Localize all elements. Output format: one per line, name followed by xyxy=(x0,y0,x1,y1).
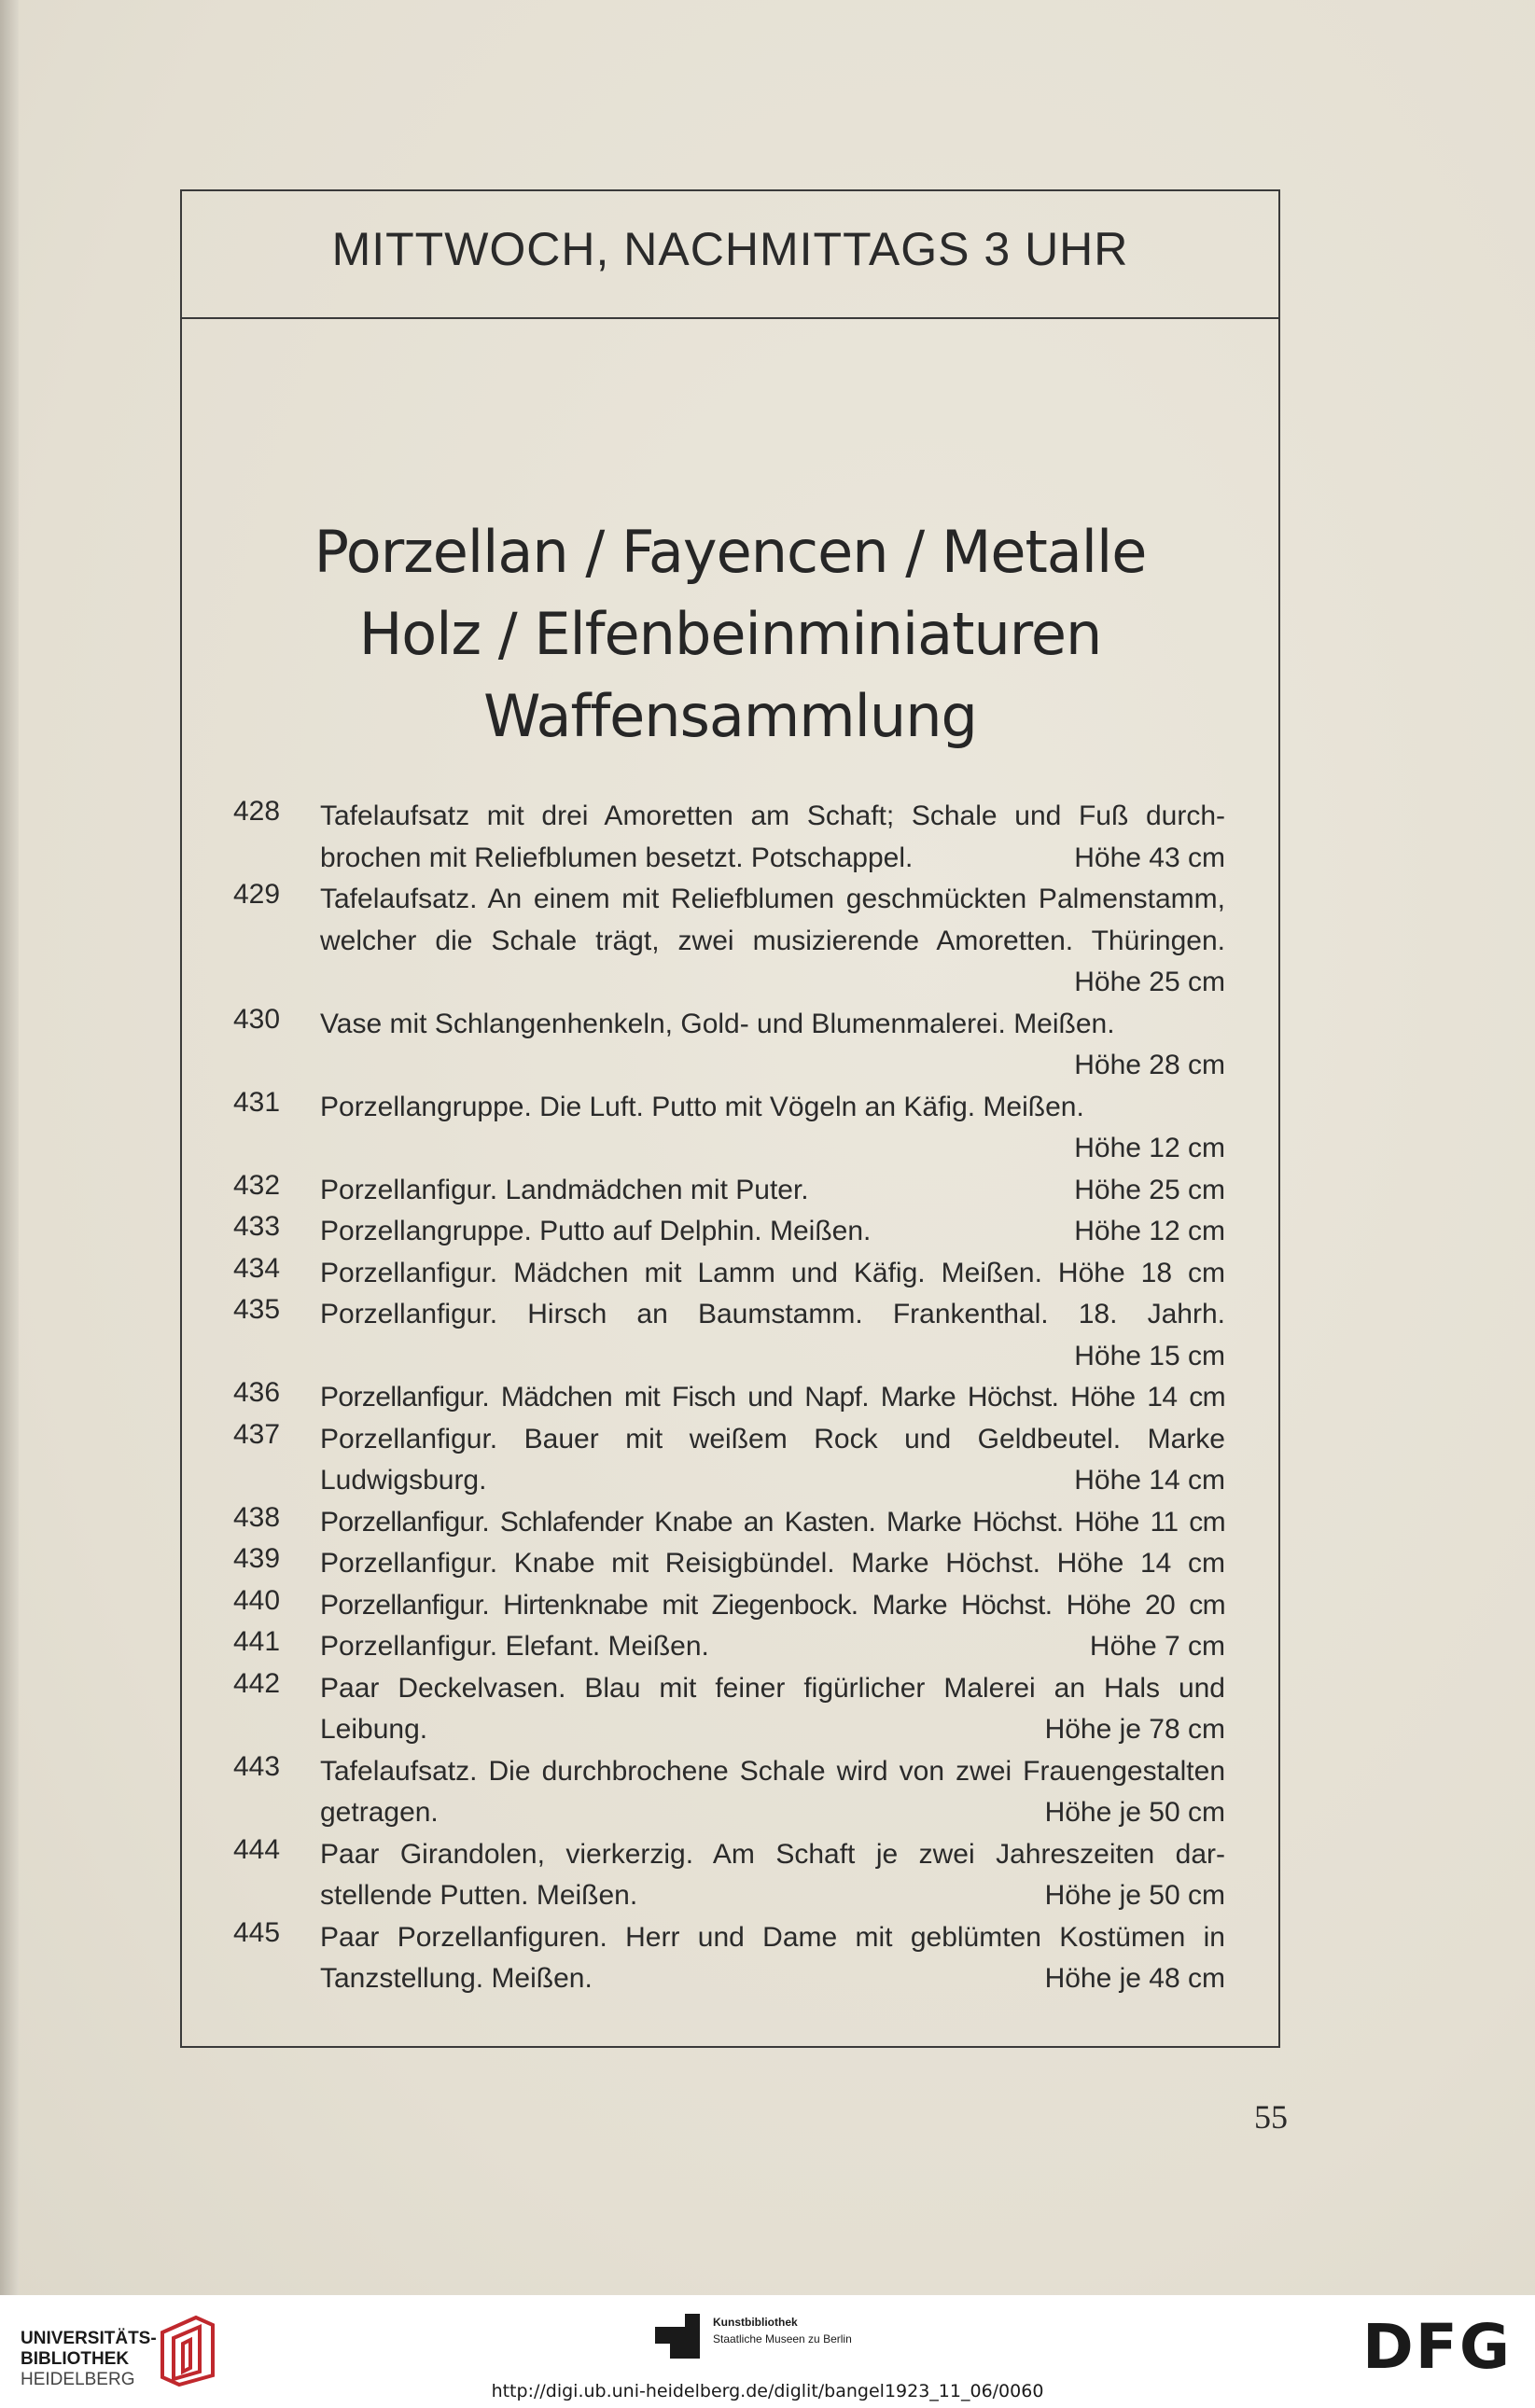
library-name-line-2: BIBLIOTHEK xyxy=(21,2349,130,2369)
catalog-item xyxy=(233,1751,1225,1834)
item-height: Höhe je 50 cm xyxy=(1044,1880,1225,1911)
catalog-item xyxy=(233,1834,1225,1917)
kunstbibliothek-logo-icon xyxy=(653,2312,702,2360)
item-number: 437 xyxy=(233,1418,281,1450)
item-description: Porzellanfigur. Hirtenknabe mit Ziegenbock. Marke Höchst. Höhe 20 cm xyxy=(320,1589,1225,1621)
item-description: Tafelaufsatz mit drei Amoretten am Schaft; Schale und Fuß durch- xyxy=(320,800,1225,831)
catalog-item xyxy=(233,1585,1225,1627)
day-heading: MITTWOCH, NACHMITTAGS 3 UHR xyxy=(331,223,1129,275)
library-name-line-3: HEIDELBERG xyxy=(21,2370,135,2389)
library-name-line-1: UNIVERSITÄTS- xyxy=(21,2329,157,2348)
section-title-line-1: Porzellan / Fayencen / Metalle xyxy=(314,518,1147,586)
item-number: 435 xyxy=(233,1294,281,1325)
item-line xyxy=(320,1460,1225,1502)
item-description: Paar Deckelvasen. Blau mit feiner figürlicher Malerei an Hals und xyxy=(320,1672,1225,1704)
catalog-item xyxy=(233,1917,1225,2000)
item-number: 445 xyxy=(233,1916,281,1948)
item-line xyxy=(320,1875,1225,1917)
catalog-item xyxy=(233,1377,1225,1419)
item-height: Höhe je 50 cm xyxy=(1044,1797,1225,1828)
partner-name-line-2: Staatliche Museen zu Berlin xyxy=(713,2332,852,2345)
item-description: Porzellanfigur. Knabe mit Reisigbündel. Marke Höchst. Höhe 14 cm xyxy=(320,1548,1225,1579)
item-number: 439 xyxy=(233,1543,281,1574)
partner-name xyxy=(713,2314,852,2347)
item-description: Porzellangruppe. Die Luft. Putto mit Vögeln an Käfig. Meißen. xyxy=(320,1091,1084,1122)
item-number: 434 xyxy=(233,1252,281,1284)
ub-heidelberg-logo-icon xyxy=(159,2314,216,2388)
item-number: 440 xyxy=(233,1584,281,1616)
item-description: Leibung. xyxy=(320,1714,428,1745)
item-number: 428 xyxy=(233,796,281,827)
item-number: 430 xyxy=(233,1003,281,1035)
item-description: Vase mit Schlangenhenkeln, Gold- und Blumenmalerei. Meißen. xyxy=(320,1008,1115,1039)
item-number: 442 xyxy=(233,1667,281,1699)
item-description: Porzellanfigur. Schlafender Knabe an Kasten. Marke Höchst. Höhe 11 cm xyxy=(320,1506,1225,1538)
item-description: Porzellanfigur. Landmädchen mit Puter. xyxy=(320,1174,809,1205)
section-title-line-2: Holz / Elfenbeinminiaturen xyxy=(358,600,1102,668)
partner-name-line-1: Kunstbibliothek xyxy=(713,2316,798,2329)
item-height: Höhe 25 cm xyxy=(1074,1174,1225,1205)
item-description: Paar Porzellanfiguren. Herr und Dame mit geblümten Kostümen in xyxy=(320,1921,1225,1953)
item-line xyxy=(320,1709,1225,1751)
catalog-item xyxy=(233,1626,1225,1668)
catalog-item xyxy=(233,1087,1225,1170)
catalog-items xyxy=(233,796,1225,2000)
catalog-item xyxy=(233,1253,1225,1295)
catalog-item xyxy=(233,1543,1225,1585)
item-description: Porzellanfigur. Mädchen mit Fisch und Napf. Marke Höchst. Höhe 14 cm xyxy=(320,1382,1225,1413)
item-height: Höhe 7 cm xyxy=(1089,1631,1225,1662)
section-title-line-3: Waffensammlung xyxy=(483,682,977,750)
item-description: Tafelaufsatz. Die durchbrochene Schale wird von zwei Frauengestalten xyxy=(320,1755,1225,1787)
item-description: Tanzstellung. Meißen. xyxy=(320,1963,593,1994)
item-number: 443 xyxy=(233,1750,281,1782)
item-description: Paar Girandolen, vierkerzig. Am Schaft je zwei Jahreszeiten dar- xyxy=(320,1838,1225,1870)
item-height: Höhe 43 cm xyxy=(1074,842,1225,873)
section-title xyxy=(180,511,1280,758)
item-number: 436 xyxy=(233,1377,281,1408)
dfg-logo: DFG xyxy=(1362,2311,1513,2383)
catalog-item xyxy=(233,1294,1225,1377)
catalog-item xyxy=(233,1004,1225,1087)
item-description: getragen. xyxy=(320,1797,439,1828)
item-description: Ludwigsburg. xyxy=(320,1465,487,1496)
item-description: brochen mit Reliefblumen besetzt. Potschappel. xyxy=(320,842,914,873)
item-number: 432 xyxy=(233,1169,281,1201)
item-height: Höhe je 48 cm xyxy=(1044,1963,1225,1994)
catalog-item xyxy=(233,879,1225,1004)
item-description: Porzellanfigur. Bauer mit weißem Rock und Geldbeutel. Marke xyxy=(320,1423,1225,1455)
header-rule xyxy=(180,317,1280,319)
catalog-item xyxy=(233,1211,1225,1253)
page-number: 55 xyxy=(1254,2098,1288,2136)
item-line xyxy=(320,1211,1225,1253)
item-number: 438 xyxy=(233,1501,281,1533)
item-description: Tafelaufsatz. An einem mit Reliefblumen geschmückten Palmenstamm, xyxy=(320,884,1225,914)
item-description: Porzellangruppe. Putto auf Delphin. Meißen. xyxy=(320,1216,872,1246)
catalog-item xyxy=(233,1419,1225,1502)
item-number: 431 xyxy=(233,1086,281,1118)
item-number: 444 xyxy=(233,1833,281,1865)
item-number: 441 xyxy=(233,1626,281,1657)
item-height: Höhe 12 cm xyxy=(1074,1133,1225,1163)
source-url[interactable]: http://digi.ub.uni-heidelberg.de/diglit/bangel1923_11_06/0060 xyxy=(491,2381,1044,2401)
item-line xyxy=(320,1958,1225,2000)
item-description: Porzellanfigur. Elefant. Meißen. xyxy=(320,1631,709,1662)
item-height: Höhe 12 cm xyxy=(1074,1216,1225,1246)
item-height: Höhe 14 cm xyxy=(1074,1465,1225,1496)
item-line xyxy=(320,838,1225,880)
item-height: Höhe je 78 cm xyxy=(1044,1714,1225,1745)
item-description: welcher die Schale trägt, zwei musizierende Amoretten. Thüringen. xyxy=(320,925,1225,956)
catalog-item xyxy=(233,1170,1225,1212)
item-description: stellende Putten. Meißen. xyxy=(320,1880,638,1911)
item-description: Porzellanfigur. Mädchen mit Lamm und Käfig. Meißen. Höhe 18 cm xyxy=(320,1257,1225,1288)
catalog-item xyxy=(233,1502,1225,1544)
item-line xyxy=(320,1170,1225,1212)
item-line xyxy=(320,1792,1225,1834)
item-line xyxy=(320,1626,1225,1668)
item-number: 433 xyxy=(233,1211,281,1242)
item-height: Höhe 25 cm xyxy=(1074,967,1225,997)
item-description: Porzellanfigur. Hirsch an Baumstamm. Frankenthal. 18. Jahrh. xyxy=(320,1299,1225,1329)
catalog-item xyxy=(233,1668,1225,1751)
item-height: Höhe 28 cm xyxy=(1074,1050,1225,1080)
item-number: 429 xyxy=(233,879,281,910)
item-height: Höhe 15 cm xyxy=(1074,1340,1225,1371)
catalog-item xyxy=(233,796,1225,879)
